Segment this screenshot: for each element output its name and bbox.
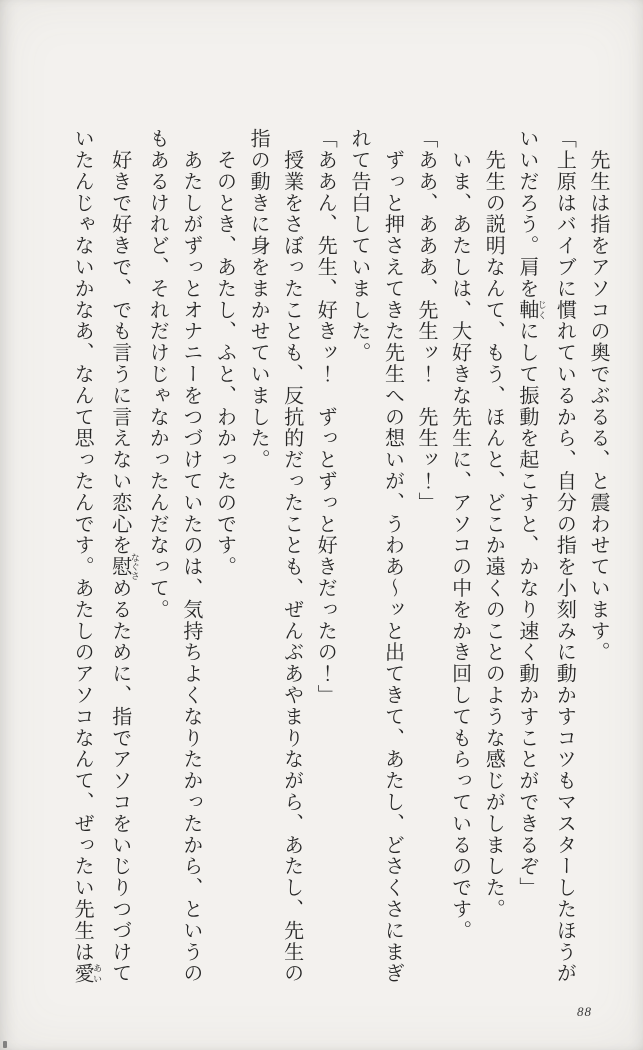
ruby-annotated-char: 軸 じく (515, 299, 547, 321)
text-line: いま、あたしは、大好きな先生に、アソコの中をかき回してもらっているのです。 (448, 128, 471, 942)
text-line: 先生は指をアソコの奥でぶるる、と震わせています。 (587, 128, 609, 663)
text-line: 「上原はバイブに慣れているから、自分の指を小刻みに動かすコツもマスターしたほうが (553, 128, 576, 984)
text-line: 指の動きに身をまかせていました。 (247, 128, 270, 471)
ruby-annotated-char: 慰 なぐさ (108, 553, 140, 581)
text-line: 「ああん、先生、好きッ！ ずっとずっと好きだったの！」 (314, 128, 337, 706)
text-line: 先生の説明なんて、もう、ほんと、どこか遠くのことのような感じがしました。 (482, 128, 505, 920)
text-line: いいだろう。肩を軸 じくにして振動を起こすと、かなり速く動かすことができるぞ」 (515, 128, 547, 899)
text-line: 好きで好きで、でも言うに言えない恋心を慰 なぐさめるために、指でアソコをいじりつづけて (108, 128, 140, 985)
page-number: 88 (577, 1004, 592, 1019)
ruby-annotated-char: 愛 あい (71, 962, 103, 985)
body-text (65, 128, 615, 992)
text-line: そのとき、あたし、ふと、わかったのです。 (213, 128, 236, 578)
scan-speck (3, 1041, 7, 1048)
text-line: いたんじゃないかなあ、なんて思ったんです。あたしのアソコなんて、ぜったい先生は愛 あい (71, 128, 103, 985)
text-line: 授業をさぼったことも、反抗的だったことも、ぜんぶあやまりながら、あたし、先生の (280, 128, 303, 984)
text-line: あたしがずっとオナニーをつづけていたのは、気持ちよくなりたかったから、というの (179, 128, 202, 984)
text-line: 「ああ、あああ、先生ッ！ 先生ッ！」 (415, 128, 438, 514)
text-line: れて告白していました。 (347, 128, 370, 364)
text-line: ずっと押さえてきた先生への想いが、うわあ～ッと出てきて、あたし、どさくさにまぎ (381, 128, 404, 984)
text-line: もあるけれど、それだけじゃなかったんだなって。 (146, 128, 169, 621)
